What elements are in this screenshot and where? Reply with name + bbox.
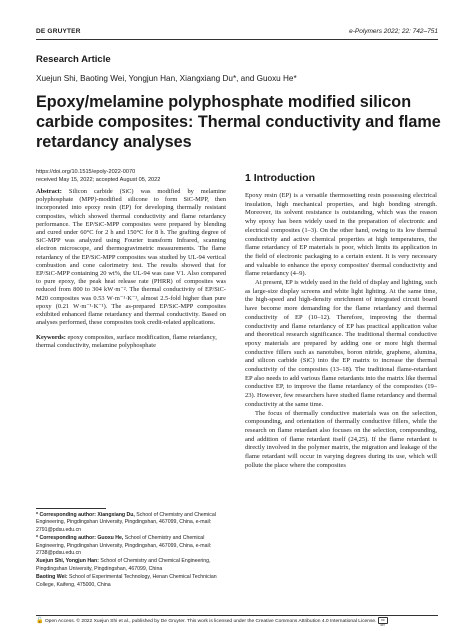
footnote-corresponding-author-du: * Corresponding author: Xiangxiang Du, School of Chemistry and Chemical Engineering, Pingdingshan University, Pingdingshan, 467099, China, e-mail: 2791@pdsu.edu.cn [36,512,216,533]
license-text: © 2022 Xuejun Shi et al., published by De Gruyter. This work is licensed under the Creative Commons Attribution 4.0 International License. [76,618,377,624]
open-access-label: Open Access. [44,618,76,624]
open-access-lock-icon: 🔓 [36,617,44,624]
footnotes [36,508,226,590]
keywords [36,334,226,350]
article-title: Epoxy/melamine polyphosphate modified silicon carbide composites: Thermal conductivity and flame retardancy analyses [36,93,441,151]
abstract [36,188,226,327]
license-footer [36,617,436,625]
keywords-text: epoxy composites, surface modification, flame retardancy, thermal conductivity, melamine polyphosphate [36,333,217,350]
received-accepted-dates: received May 15, 2022; accepted August 05, 2022 [36,177,161,183]
abstract-text: Silicon carbide (SiC) was modified by melamine polyphosphate (MPP)-modified silicone to form SiC-MPP, then incorporated into epoxy resin (EP) for developing thermally resistant composites, which showed thermal conductivity and flame retardancy performance. The EP/SiC-MPP composites were prepared by blending and cured under 60°C for 2 h and 150°C for 8 h. The grafting degree of SiC-MPP was analyzed using Fourier transform Infrared, scanning electron microscope, and thermogravimetric measurements. The flame retardancy of the EP/SiC-MPP composites was studied by UL-94 vertical combustion and cone calorimetry test. The results showed that for EP/SiC-MPP containing 20 wt%, the UL-94 was case V1. Also compared to pure epoxy, the peak heat release rate (PHRR) of composites was reduced from 800 to 304 kW·m⁻². The thermal conductivity of EP/SiC-M20 composites was 0.53 W·m⁻¹·K⁻¹, almost 2.5-fold higher than pure epoxy (0.21 W·m⁻¹·K⁻¹). The as-prepared EP/SiC-MPP composites exhibited enhanced flame retardancy and thermal conductivity. Based on analyses performed, these composites took credit-related applications. [36,188,226,327]
abstract-label: Abstract: [36,188,62,195]
intro-paragraph-3: The focus of thermally conductive materials was on the selection, compounding, and orientation of thermally conductive fillers, while the research on flame retardant also focuses on the selection, compounding, and addition of flame retardant itself (24,25). If the flame retardant is directly involved in the polymer matrix, the migration and leakage of the flame retardant will occur in varying degrees during its use, which will pollute the place where the composites [245,409,437,469]
publisher-name: DE GRUYTER [36,28,81,35]
footnote-corresponding-author-he: * Corresponding author: Guoxu He, School of Chemistry and Chemical Engineering, Pingdingshan University, Pingdingshan, 467099, China, e-mail: 2738@pdsu.edu.cn [36,535,212,557]
journal-citation: e-Polymers 2022; 22: 742–751 [349,28,438,35]
header-divider [36,39,438,40]
keywords-label: Keywords: [36,333,66,341]
right-column [245,168,437,471]
article-type: Research Article [36,54,111,65]
footnote-affiliation-shi-han: Xuejun Shi, Yongjun Han: School of Chemistry and Chemical Engineering, Pingdingshan University, Pingdingshan, 467099, China [36,558,211,572]
footer-divider [36,615,438,616]
footnote-divider [36,508,106,509]
left-column [36,168,226,357]
cc-by-license-icon[interactable]: cc BY [378,617,388,624]
author-list: Xuejun Shi, Baoting Wei, Yongjun Han, Xiangxiang Du*, and Guoxu He* [36,74,297,83]
footnote-affiliation-wei: Baoting Wei: School of Experimental Technology, Henan Chemical Technician College, Kaifeng, 475000, China [36,574,217,588]
doi-link[interactable]: https://doi.org/10.1515/epoly-2022-0070 [36,169,136,175]
section-heading-introduction: 1 Introduction [245,172,315,184]
intro-paragraph-2: At present, EP is widely used in the field of display and lighting, such as large-size display screens and white light lighting. At the same time, the high-speed and high-density enrichment of integrated circuit board have become more demanding for the flame retardancy and thermal conductivity of EP (10–12). Therefore, improving the thermal conductivity and flame retardancy of EP has practical application value and theoretical research significance. The traditional thermal conductive epoxy materials are prepared by adding one or more high thermal conductive fillers such as nanotubes, boron nitride, graphene, alumina, and silicon carbide (SiC) into the EP matrix to increase the thermal conductivity of the composites (13–18). The traditional flame-retardant EP also needs to add various flame retardants into the matrix like thermal conductive EP, to improve the flame retardancy of the composites (19–23). However, few researchers have studied flame retardancy and thermal conductivity at the same time. [245,279,437,408]
intro-paragraph-1: Epoxy resin (EP) is a versatile thermosetting resin possessing electrical insulation, high mechanical properties, and high bonding strength. Moreover, its solvent resistance is outstanding, which was the reason why epoxy has been widely used in the preparation of electronic and electrical composites (1–3). On the other hand, owing to its low thermal conductivity and active chemical properties at high temperatures, the flame retardancy of EP materials is poor, which limits its application in the field of electronic packaging to a certain extent. It is very necessary and valuable to enhance the epoxy composites' thermal conductivity and flame retardancy (4–9). [245,192,437,278]
